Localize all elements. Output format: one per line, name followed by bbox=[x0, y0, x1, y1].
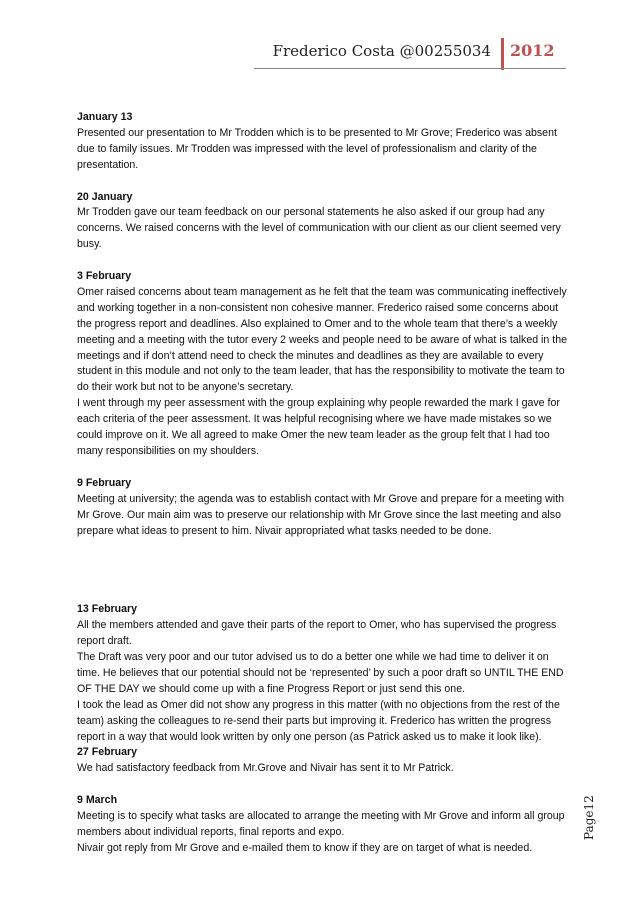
entry-date: 9 February bbox=[77, 476, 132, 489]
journal-entry bbox=[77, 476, 567, 540]
journal-body bbox=[77, 110, 567, 873]
entry-text: Presented our presentation to Mr Trodden which is to be presented to Mr Grove; Frederico was absent due to family issues. Mr Trodden was impressed with the level of professionalism and clarity of the presentation. bbox=[77, 126, 557, 171]
entry-text: I took the lead as Omer did not show any progress in this matter (with no objections from the rest of the team) asking the colleagues to re-send their parts but improving it. Frederico has written the progress report in a way that would look written by only one person (as Patrick asked us to make it look like). bbox=[77, 698, 560, 743]
entry-text: Meeting at university; the agenda was to establish contact with Mr Grove and prepare for a meeting with Mr Grove. Our main aim was to preserve our relationship with Mr Grove since the last meeting and also prepare what ideas to present to him. Nivair appropriated what tasks needed to be done. bbox=[77, 492, 564, 537]
journal-entry bbox=[77, 110, 567, 174]
header-year: 2012 bbox=[510, 41, 555, 60]
entry-text: I went through my peer assessment with the group explaining why people rewarded the mark I gave for each criteria of the peer assessment. It was helpful recognising where we have made mistakes so we could improve on it. We all agreed to make Omer the new team leader as the group felt that I had too many responsibilities on my shoulders. bbox=[77, 397, 560, 457]
header-rule bbox=[254, 68, 566, 69]
blank-space bbox=[77, 555, 567, 602]
entry-text: We had satisfactory feedback from Mr.Grove and Nivair has sent it to Mr Patrick. bbox=[77, 762, 454, 775]
journal-entry bbox=[77, 269, 567, 460]
journal-entry bbox=[77, 190, 567, 254]
header-separator bbox=[501, 38, 504, 70]
journal-entry bbox=[77, 602, 567, 745]
journal-entry bbox=[77, 745, 567, 777]
entry-text: Meeting is to specify what tasks are allocated to arrange the meeting with Mr Grove and inform all group members about individual reports, final reports and expo. bbox=[77, 810, 565, 838]
entry-date: 27 February bbox=[77, 746, 138, 759]
journal-entry bbox=[77, 793, 567, 857]
entry-text: All the members attended and gave their parts of the report to Omer, who has supervised the progress report draft. bbox=[77, 619, 557, 648]
entry-date: 3 February bbox=[77, 270, 132, 283]
entry-date: January 13 bbox=[77, 111, 133, 123]
entry-text: The Draft was very poor and our tutor advised us to do a better one while we had time to deliver it on time. He believes that our potential should not be ‘represented’ by such a poor draft so UNTIL THE END OF THE DAY we should come up with a fine Progress Report or just send this one. bbox=[77, 651, 564, 695]
entry-text: Mr Trodden gave our team feedback on our personal statements he also asked if our group had any concerns. We raised concerns with the level of communication with our client as our client seemed very busy. bbox=[77, 206, 561, 251]
author-name: Frederico Costa @00255034 bbox=[272, 42, 491, 60]
entry-date: 20 January bbox=[77, 190, 133, 203]
page-header bbox=[0, 38, 565, 70]
entry-date: 13 February bbox=[77, 603, 138, 616]
entry-text: Omer raised concerns about team management as he felt that the team was communicating ineffectively and working together in a non-consistent non cohesive manner. Frederico raised some concerns about the progress report and deadlines. Also explained to Omer and to the whole team that there’s a weekly meeting and a meeting with the tutor every 2 weeks and people need to be aware of what is talked in the meetings and if don’t attend need to check the minutes and deadlines as they are available to every student in this module and not only to the team leader, that has the responsibility to motivate the team to do their work but not to be anyone’s secretary. bbox=[77, 285, 567, 394]
page-number: Page12 bbox=[582, 795, 596, 840]
entry-text: Nivair got reply from Mr Grove and e-mailed them to know if they are on target of what is needed. bbox=[77, 841, 533, 854]
entry-date: 9 March bbox=[77, 794, 118, 807]
